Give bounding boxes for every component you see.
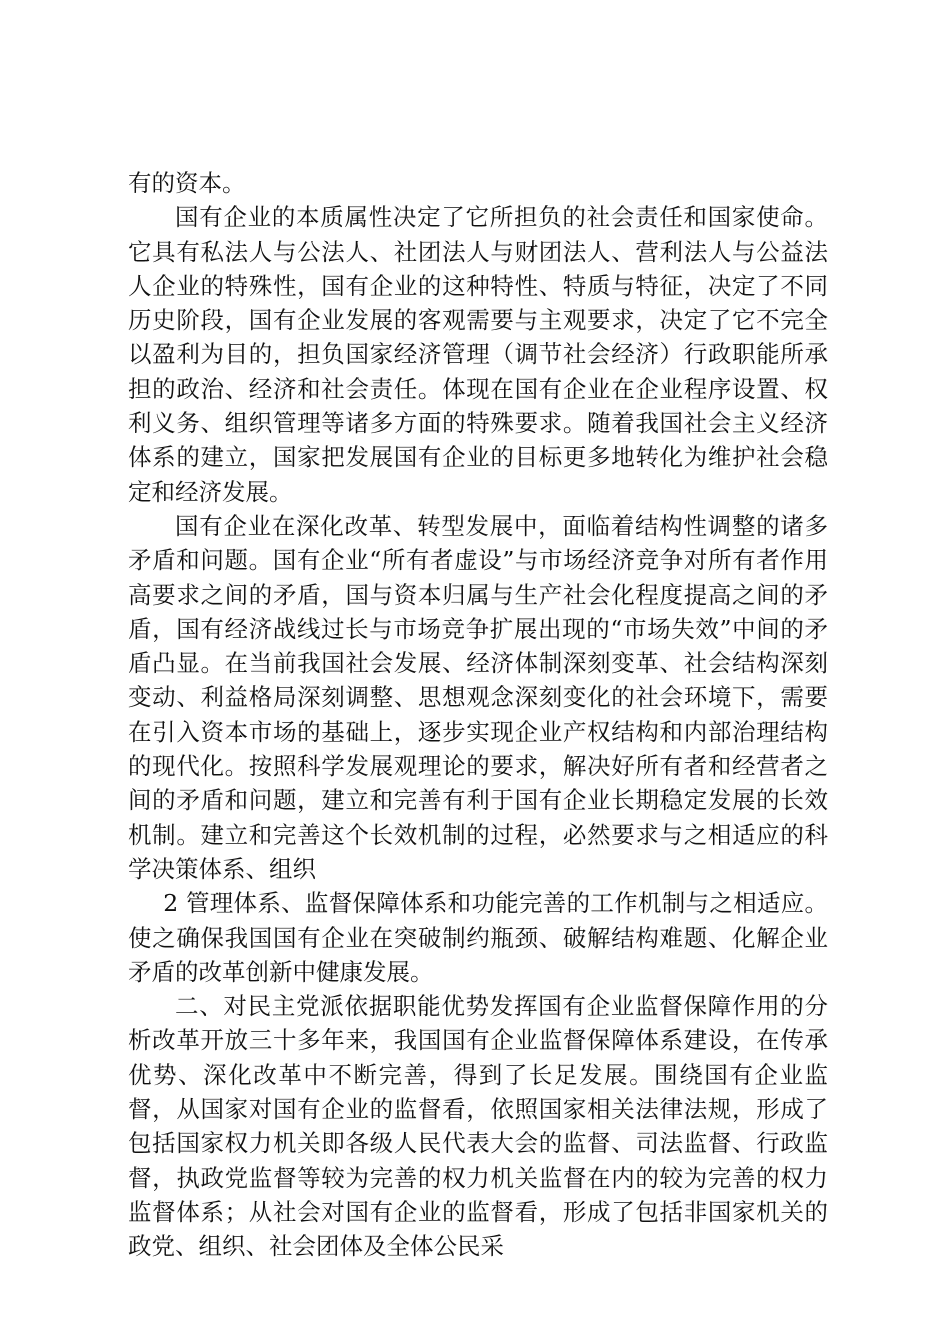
paragraph-enterprise-nature: 国有企业的本质属性决定了它所担负的社会责任和国家使命。它具有私法人与公法人、社团法人与财团法人、营利法人与公益法人企业的特殊性，国有企业的这种特性、特质与特征，决定了不同历史阶段，国有企业发展的客观需要与主观要求，决定了它不完全以盈利为目的，担负国家经济管理（调节社会经济）行政职能所承担的政治、经济和社会责任。体现在国有企业在企业程序设置、权利义务、组织管理等诸多方面的特殊要求。随着我国社会主义经济体系的建立，国家把发展国有企业的目标更多地转化为维护社会稳定和经济发展。: [128, 203, 828, 506]
document-body: [128, 166, 828, 1264]
paragraph-reform-contradictions: 国有企业在深化改革、转型发展中，面临着结构性调整的诸多矛盾和问题。国有企业“所有者虚设”与市场经济竞争对所有者作用高要求之间的矛盾，国与资本归属与生产社会化程度提高之间的矛盾，国有经济战线过长与市场竞争扩展出现的“市场失效”中间的矛盾凸显。在当前我国社会发展、经济体制深刻变革、社会结构深刻变动、利益格局深刻调整、思想观念深刻变化的社会环境下，需要在引入资本市场的基础上，逐步实现企业产权结构和内部治理结构的现代化。按照科学发展观理论的要求，解决好所有者和经营者之间的矛盾和问题，建立和完善有利于国有企业长期稳定发展的长效机制。建立和完善这个长效机制的过程，必然要求与之相适应的科学决策体系、组织: [128, 511, 828, 883]
paragraph-section-two: 二、对民主党派依据职能优势发挥国有企业监督保障作用的分析改革开放三十多年来，我国国有企业监督保障体系建设，在传承优势、深化改革中不断完善，得到了长足发展。围绕国有企业监督，从国家对国有企业的监督看，依照国家相关法律法规，形成了包括国家权力机关即各级人民代表大会的监督、司法监督、行政监督，执政党监督等较为完善的权力机关监督在内的较为完善的权力监督体系；从社会对国有企业的监督看，形成了包括非国家机关的政党、组织、社会团体及全体公民采: [128, 992, 828, 1261]
paragraph-management-system: 2 管理体系、监督保障体系和功能完善的工作机制与之相适应。使之确保我国国有企业在突破制约瓶颈、破解结构难题、化解企业矛盾的改革创新中健康发展。: [128, 889, 828, 986]
paragraph-continuation: 有的资本。: [128, 169, 246, 197]
